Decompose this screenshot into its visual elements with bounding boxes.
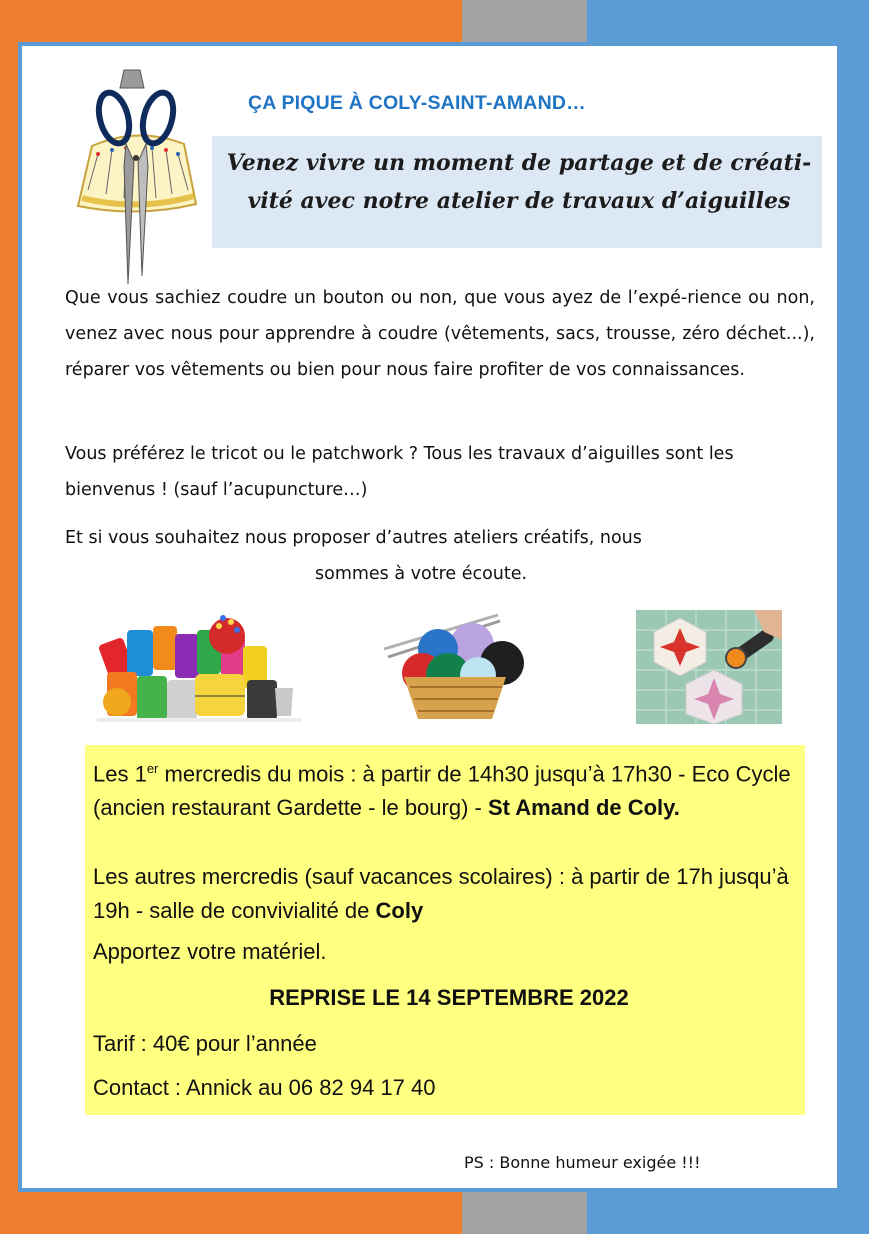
schedule-other-text: Les autres mercredis (sauf vacances scolaires) : à partir de 17h jusqu’à 19h - salle de convivialité de — [93, 864, 789, 923]
tagline-line-1: Venez vivre un moment de partage et de créati- — [226, 150, 812, 176]
intro-paragraph-1: Que vous sachiez coudre un bouton ou non, que vous ayez de l’expé-rience ou non, venez avec nous pour apprendre à coudre (vêtements, sacs, trousse, zéro déchet...), réparer vos vêtements ou bien pour nous faire profiter de vos connaissances. — [65, 288, 815, 380]
intro-paragraph-3 — [65, 520, 815, 592]
intro-paragraph-2: Vous préférez le tricot ou le patchwork ? Tous les travaux d’aiguilles sont les bienvenus ! (sauf l’acupuncture…) — [65, 444, 734, 500]
contact: Contact : Annick au 06 82 94 17 40 — [93, 1075, 436, 1100]
page-title: ÇA PIQUE À COLY-SAINT-AMAND… — [248, 92, 586, 114]
tagline-line-2: vité avec notre atelier de travaux d’aiguilles — [247, 188, 791, 214]
knitting-yarn-basket-image — [380, 605, 525, 727]
tarif: Tarif : 40€ pour l’année — [93, 1031, 317, 1056]
schedule-first-prefix: Les 1 — [93, 761, 147, 787]
intro-paragraph-3-line-1: Et si vous souhaitez nous proposer d’autres ateliers créatifs, nous — [65, 528, 642, 548]
schedule-first-place: St Amand de Coly. — [487, 795, 680, 821]
ps-note: PS : Bonne humeur exigée !!! — [464, 1153, 701, 1172]
intro-paragraph-3-line-2: sommes à votre écoute. — [315, 564, 528, 584]
sewing-threads-buttons-image — [97, 610, 302, 725]
reprise-date: REPRISE LE 14 SEPTEMBRE 2022 — [269, 985, 629, 1010]
schedule-first-wednesdays — [93, 752, 805, 825]
schedule-first-rest: mercredis du mois : à partir de 14h30 jusqu’à 17h30 - Eco Cycle (ancien restaurant Gardette - le bourg) - — [93, 761, 791, 821]
schedule-other-wednesdays — [93, 860, 805, 928]
tagline — [224, 144, 814, 220]
bring-material: Apportez votre matériel. — [93, 939, 327, 964]
schedule-other-place: Coly — [375, 898, 424, 923]
scissors-dress-icon — [68, 66, 208, 286]
schedule-first-sup: er — [146, 761, 159, 776]
patchwork-rotary-cutter-image — [636, 610, 782, 724]
